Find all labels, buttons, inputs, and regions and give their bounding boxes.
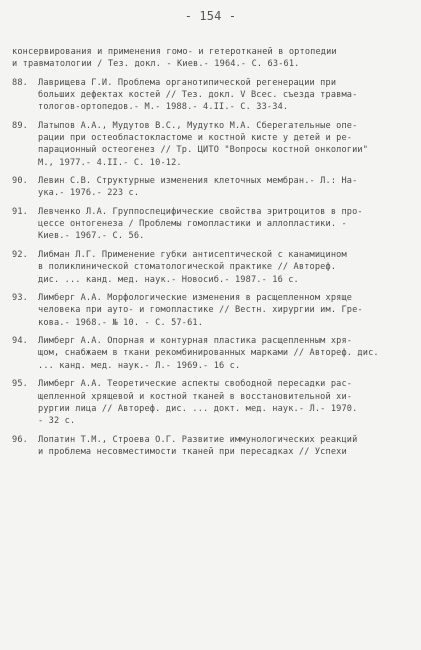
entry-number: 94. [12,336,28,347]
entry-line: кова.- 1968.- № 10. - С. 57-61. [38,317,204,328]
entry-number: 91. [12,207,28,218]
page-number: - 154 - [184,9,237,23]
bibliography-entry-94 [12,335,412,372]
bibliography-entry-96 [12,434,412,458]
entry-line: Киев.- 1967.- С. 56. [38,231,145,242]
entry-number: 95. [12,379,28,390]
entry-line: в поликлинической стоматологической практике // Автореф. [38,262,337,273]
entry-line: цессе онтогенеза / Проблемы гомопластики и аллопластики. - [38,219,347,230]
entry-line: больших дефектах костей // Тез. докл. V Всес. съезда травма- [38,90,358,101]
entry-line: рургии лица // Автореф. дис. ... докт. мед. наук.- Л.- 1970. [38,403,358,414]
entry-number: 88. [12,77,28,88]
bibliography-entry-91 [12,206,412,243]
entry-line: рации при остеобластокластоме и костной кисте у детей и ре- [38,133,353,144]
bibliography-list [12,46,412,458]
entry-line: М., 1977.- 4.II.- С. 10-12. [38,157,182,168]
entry-line: щепленной хрящевой и костной тканей в восстановительной хи- [38,391,353,402]
entry-line: 94. Лимберг А.А. Опорная и контурная пластика расщепленным хря- [12,336,353,347]
entry-line: 88. Лаврищева Г.И. Проблема органотипической регенерации при [12,77,337,88]
entry-line: и травматологии / Тез. докл. - Киев.- 1964.- С. 63-61. [12,59,300,70]
entry-number: 96. [12,434,28,445]
bibliography-entry-continuation [12,46,412,70]
entry-line: 95. Лимберг А.А. Теоретические аспекты свободной пересадки рас- [12,379,353,390]
bibliography-entry-90 [12,175,412,199]
entry-line: консервирования и применения гомо- и гетеротканей в ортопедии [12,47,337,57]
bibliography-entry-88 [12,77,412,114]
entry-number: 90. [12,176,28,187]
entry-line: парационный остеогенез // Тр. ЦИТО "Вопросы костной онкологии" [38,145,369,156]
entry-line: 91. Левченко Л.А. Группоспецифические свойства эритроцитов в про- [12,207,363,218]
entry-line: 89. Латыпов А.А., Мудутов В.С., Мудутко М.А. Сберегательные опе- [12,120,358,131]
entry-line: и проблема несовместимости тканей при пересадках // Успехи [38,446,347,457]
entry-line: щом, снабжаем в ткани рекомбинированных марками // Автореф. дис. [38,348,379,359]
entry-line: человека при ауто- и гомопластике // Вестн. хирургии им. Гре- [38,305,363,316]
entry-line: ука.- 1976.- 223 с. [38,188,140,199]
bibliography-entry-89 [12,120,412,169]
entry-number: 93. [12,293,28,304]
entry-line: - 32 с. [38,415,76,426]
entry-line: ... канд. мед. наук.- Л.- 1969.- 16 с. [38,360,241,371]
entry-line: тологов-ортопедов.- М.- 1988.- 4.II.- С. 33-34. [38,102,289,113]
entry-number: 92. [12,250,28,261]
entry-line: 93. Лимберг А.А. Морфологические изменения в расщепленном хряще [12,293,353,304]
bibliography-entry-93 [12,292,412,329]
entry-line: 90. Левин С.В. Структурные изменения клеточных мембран.- Л.: На- [12,176,358,187]
entry-number: 89. [12,120,28,131]
entry-line: 92. Либман Л.Г. Применение губки антисептической с канамицином [12,250,347,261]
bibliography-entry-92 [12,249,412,286]
bibliography-entry-95 [12,378,412,427]
entry-line: 96. Лопатин Т.М., Строева О.Г. Развитие иммунологических реакций [12,434,358,445]
entry-line: дис. ... канд. мед. наук.- Новосиб.- 1987.- 16 с. [38,274,299,285]
